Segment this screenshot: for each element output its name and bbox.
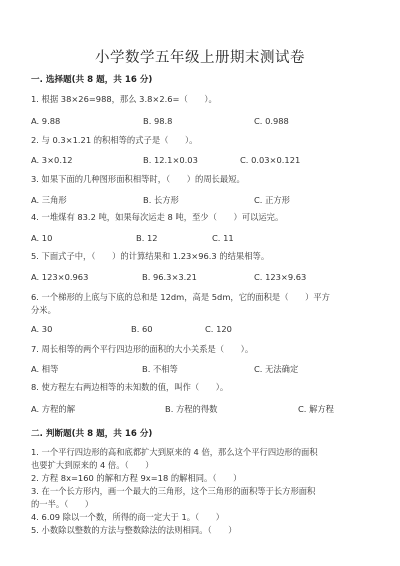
judgment-1-line-2: 也要扩大到原来的 4 倍。（ ）	[31, 460, 154, 470]
question-8: 8. 使方程左右两边相等的未知数的值，叫作（ ）。	[31, 382, 229, 392]
question-4-option-a: A. 10	[31, 233, 53, 243]
question-6-option-c: C. 120	[205, 324, 232, 334]
judgment-4: 4. 6.09 除以一个数，所得的商一定大于 1。（ ）	[31, 512, 225, 522]
section-judgment-heading: 二. 判断题(共 8 题，共 16 分)	[31, 429, 153, 439]
judgment-3-line-2: 的一半。（ ）	[31, 499, 94, 509]
question-8-option-a: A. 方程的解	[31, 404, 75, 414]
question-5-option-c: C. 123×9.63	[254, 272, 307, 282]
judgment-3-line-1: 3. 在一个长方形内，画一个最大的三角形，这个三角形的面积等于长方形面积	[31, 486, 316, 496]
section-choice-heading: 一. 选择题(共 8 题，共 16 分)	[31, 75, 153, 85]
question-7-option-c: C. 无法确定	[254, 364, 299, 374]
question-2-option-b: B. 12.1×0.03	[143, 155, 198, 165]
question-5-option-a: A. 123×0.963	[31, 272, 89, 282]
judgment-5: 5. 小数除以整数的方法与整数除法的法则相同。（ ）	[31, 525, 237, 535]
question-2: 2. 与 0.3×1.21 的积相等的式子是（ ）。	[31, 135, 198, 145]
page-title: 小学数学五年级上册期末测试卷	[95, 50, 305, 66]
question-6-option-a: A. 30	[31, 324, 53, 334]
question-2-option-a: A. 3×0.12	[31, 155, 73, 165]
question-1-option-c: C. 0.988	[254, 116, 289, 126]
question-3-option-a: A. 三角形	[31, 195, 67, 205]
question-8-option-c: C. 解方程	[298, 404, 334, 414]
question-7-option-a: A. 相等	[31, 364, 59, 374]
question-1-option-b: B. 98.8	[143, 116, 173, 126]
judgment-2: 2. 方程 8x=160 的解和方程 9x=18 的解相同。（ ）	[31, 473, 242, 483]
question-3: 3. 如果下面的几种图形面积相等时，（ ）的周长最短。	[31, 174, 245, 184]
question-4-option-b: B. 12	[136, 233, 158, 243]
question-7: 7. 周长相等的两个平行四边形的面积的大小关系是（ ）。	[31, 344, 254, 354]
question-8-option-b: B. 方程的得数	[165, 404, 218, 414]
question-4-option-c: C. 11	[212, 233, 234, 243]
question-1-option-a: A. 9.88	[31, 116, 61, 126]
judgment-1	[31, 446, 361, 472]
question-7-option-b: B. 不相等	[142, 364, 178, 374]
question-6-line-1: 6. 一个梯形的上底与下底的总和是 12dm，高是 5dm，它的面积是（ ）平方	[31, 292, 330, 302]
question-4: 4. 一堆煤有 83.2 吨，如果每次运走 8 吨，至少（ ）可以运完。	[31, 212, 284, 222]
question-5-option-b: B. 96.3×3.21	[142, 272, 197, 282]
question-6-option-b: B. 60	[131, 324, 153, 334]
question-6-line-2: 分米。	[31, 305, 56, 315]
question-3-option-b: B. 长方形	[143, 195, 179, 205]
judgment-1-line-1: 1. 一个平行四边形的高和底都扩大到原来的 4 倍，那么这个平行四边形的面积	[31, 447, 318, 457]
question-2-option-c: C. 0.03×0.121	[240, 155, 301, 165]
question-6	[31, 291, 361, 317]
judgment-3	[31, 485, 361, 511]
question-1: 1. 根据 38×26=988，那么 3.8×2.6=（ ）。	[31, 94, 217, 104]
question-3-option-c: C. 正方形	[254, 195, 290, 205]
question-5: 5. 下面式子中，（ ）的计算结果和 1.23×96.3 的结果相等。	[31, 251, 270, 261]
